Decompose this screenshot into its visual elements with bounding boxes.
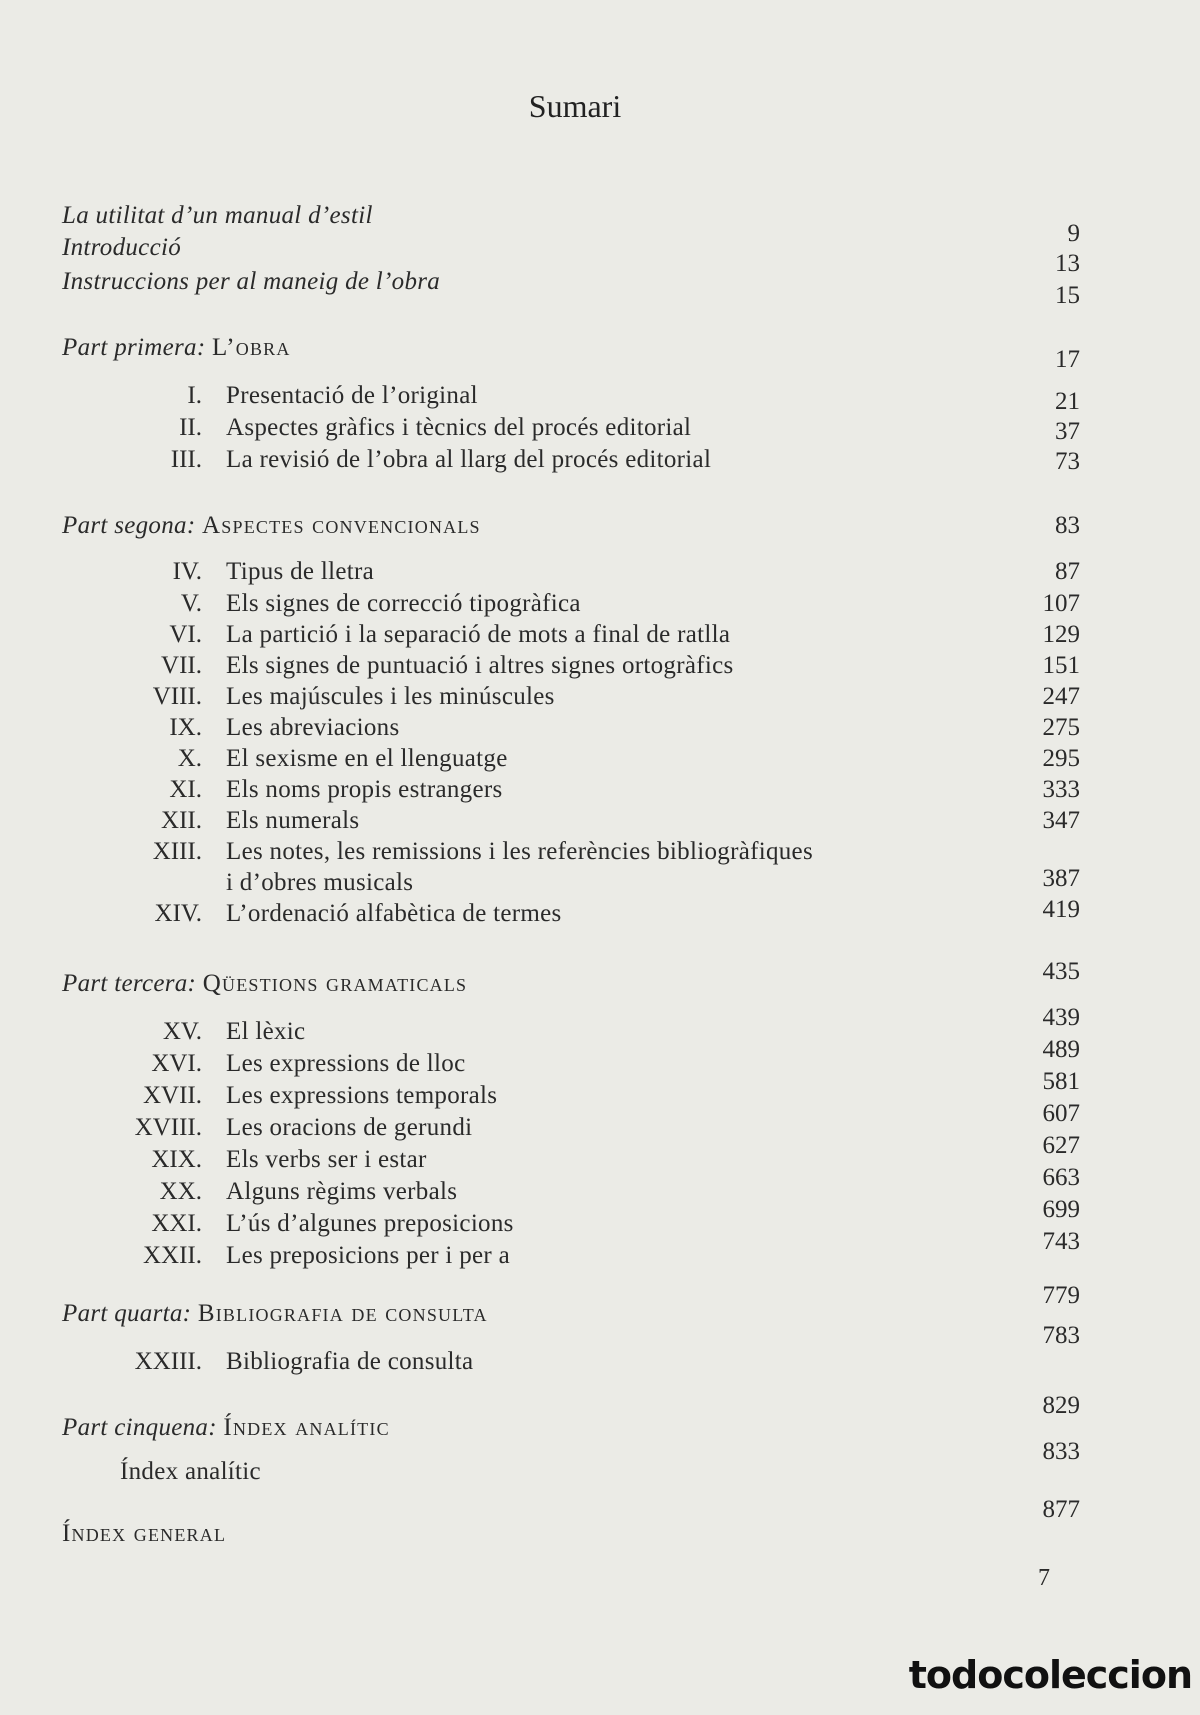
chapter-number: XX. (159, 1178, 202, 1205)
chapter-title: Els noms propis estrangers (226, 776, 503, 803)
chapter-title: Les notes, les remissions i les referències bibliogràfiques (226, 838, 813, 865)
chapter-page: 151 (1042, 652, 1080, 679)
chapter-number: VII. (161, 652, 202, 679)
chapter-page: 275 (1042, 714, 1080, 741)
part-prefix: Part quarta: (62, 1300, 192, 1327)
part-heading (0, 334, 1200, 373)
chapter-number: VIII. (152, 683, 202, 710)
chapter-title: Alguns règims verbals (226, 1178, 458, 1205)
chapter-page: 73 (1055, 448, 1080, 475)
chapter-title: Tipus de lletra (226, 558, 375, 585)
chapter-title: Les expressions temporals (226, 1082, 498, 1109)
chapter-number: XVI. (151, 1050, 202, 1077)
toc-entry (0, 1164, 1200, 1208)
chapter-number: X. (177, 745, 202, 772)
toc-entry (0, 1196, 1200, 1240)
toc-entry (0, 838, 1200, 868)
toc-entry (0, 234, 1200, 277)
chapter-title: L’ordenació alfabètica de termes (226, 900, 562, 927)
chapter-page: 419 (1042, 896, 1080, 923)
chapter-page: 489 (1042, 1036, 1080, 1063)
toc-entry (0, 1100, 1200, 1144)
chapter-title: Els verbs ser i estar (226, 1146, 427, 1173)
chapter-page: 387 (1042, 865, 1080, 892)
toc-entry (0, 1036, 1200, 1080)
toc-entry (0, 1322, 1200, 1378)
chapter-number: XVIII. (134, 1114, 202, 1141)
chapter-title: Bibliografia de consulta (226, 1348, 474, 1375)
chapter-number: XI. (169, 776, 202, 803)
entry-label: Introducció (62, 234, 182, 261)
part-heading (0, 1282, 1200, 1330)
entry-label: Instruccions per al maneig de l’obra (62, 268, 441, 295)
toc-entry (0, 621, 1200, 651)
chapter-title: Presentació de l’original (226, 382, 478, 409)
chapter-title: Les preposicions per i per a (226, 1242, 510, 1269)
part-name: Qüestions gramaticals (202, 970, 468, 997)
page-title: Sumari (528, 88, 622, 124)
toc-entry (0, 683, 1200, 713)
chapter-number: IV. (172, 558, 202, 585)
chapter-page: 333 (1042, 776, 1080, 803)
part-page: 435 (1042, 958, 1080, 985)
general-index-page: 877 (1042, 1496, 1080, 1523)
toc-entry (0, 1004, 1200, 1048)
chapter-page: 581 (1042, 1068, 1080, 1095)
part-prefix: Part segona: (62, 512, 196, 539)
toc-entry (0, 414, 1200, 444)
chapter-title: La partició i la separació de mots a final de ratlla (226, 621, 731, 648)
part-heading (0, 512, 1200, 542)
page-number: 7 (1038, 1565, 1050, 1591)
part-name: Aspectes convencionals (202, 512, 481, 539)
chapter-page: 129 (1042, 621, 1080, 648)
chapter-title: Els signes de correcció tipogràfica (226, 590, 581, 617)
entry-page: 15 (1055, 282, 1080, 309)
toc-entry (0, 446, 1200, 476)
chapter-page: 87 (1055, 558, 1080, 585)
chapter-page: 833 (1042, 1438, 1080, 1465)
chapter-number: XII. (161, 807, 202, 834)
toc-entry (0, 1228, 1200, 1272)
chapter-number: VI. (169, 621, 202, 648)
toc-entry (0, 202, 1200, 247)
toc-entry (0, 896, 1200, 930)
entry-label: La utilitat d’un manual d’estil (62, 202, 373, 229)
chapter-title: L’ús d’algunes preposicions (226, 1210, 514, 1237)
entry-page: 13 (1055, 250, 1080, 277)
general-index-entry (0, 1496, 1200, 1550)
toc-entry (0, 776, 1200, 806)
chapter-page: 347 (1042, 807, 1080, 834)
part-heading (0, 1392, 1200, 1444)
part-prefix: Part cinquena: (62, 1414, 217, 1441)
chapter-page: 295 (1042, 745, 1080, 772)
chapter-title: Els signes de puntuació i altres signes ortogràfics (226, 652, 734, 679)
chapter-title: Aspectes gràfics i tècnics del procés editorial (226, 414, 692, 441)
chapter-page: 627 (1042, 1132, 1080, 1159)
part-page: 83 (1055, 512, 1080, 539)
toc-entry (0, 714, 1200, 744)
chapter-page: 663 (1042, 1164, 1080, 1191)
chapter-title: El sexisme en el llenguatge (226, 745, 508, 772)
part-name: Índex analític (223, 1414, 390, 1441)
chapter-title: Les expressions de lloc (226, 1050, 466, 1077)
chapter-number: IX. (169, 714, 202, 741)
chapter-title: Les majúscules i les minúscules (226, 683, 555, 710)
chapter-page: 743 (1042, 1228, 1080, 1255)
chapter-number: II. (179, 414, 202, 441)
chapter-number: XXI. (151, 1210, 202, 1237)
chapter-number: XV. (162, 1018, 202, 1045)
chapter-title: La revisió de l’obra al llarg del procés editorial (226, 446, 712, 473)
chapter-number: XXII. (142, 1242, 202, 1269)
entry-page: 9 (1067, 220, 1080, 247)
part-prefix: Part primera: (62, 334, 206, 361)
part-page: 17 (1055, 346, 1080, 373)
toc-entry (0, 807, 1200, 837)
chapter-page: 607 (1042, 1100, 1080, 1127)
chapter-page: 21 (1055, 388, 1080, 415)
part-heading (0, 958, 1200, 1000)
chapter-number: XIX. (151, 1146, 202, 1173)
chapter-title: Les abreviacions (226, 714, 400, 741)
toc-entry (0, 1438, 1200, 1488)
toc-entry (0, 652, 1200, 682)
chapter-title: El lèxic (226, 1018, 306, 1045)
chapter-number: V. (180, 590, 202, 617)
toc-entry (0, 1068, 1200, 1112)
toc-entry (0, 590, 1200, 620)
part-prefix: Part tercera: (62, 970, 197, 997)
chapter-title-continued: i d’obres musicals (226, 869, 414, 896)
chapter-number: XXIII. (134, 1348, 202, 1375)
toc-entry (0, 745, 1200, 775)
part-page: 779 (1042, 1282, 1080, 1309)
chapter-number: XIII. (152, 838, 202, 865)
chapter-title: Els numerals (226, 807, 360, 834)
toc-entry (0, 1132, 1200, 1176)
chapter-number: III. (170, 446, 202, 473)
toc-entry (0, 558, 1200, 588)
chapter-page: 247 (1042, 683, 1080, 710)
chapter-page: 699 (1042, 1196, 1080, 1223)
general-index-label: Índex general (62, 1520, 227, 1547)
toc-entry-continued (0, 865, 1200, 899)
chapter-page: 37 (1055, 418, 1080, 445)
chapter-page: 439 (1042, 1004, 1080, 1031)
chapter-number: I. (187, 382, 202, 409)
part-page: 829 (1042, 1392, 1080, 1419)
chapter-number: XIV. (154, 900, 202, 927)
chapter-title: Les oracions de gerundi (226, 1114, 473, 1141)
watermark: todocoleccion (908, 1653, 1192, 1697)
toc-entry (0, 268, 1200, 309)
chapter-page: 107 (1042, 590, 1080, 617)
chapter-title: Índex analític (120, 1458, 261, 1485)
part-name: L’obra (212, 334, 291, 361)
part-name: Bibliografia de consulta (197, 1300, 488, 1327)
toc-entry (0, 382, 1200, 415)
chapter-number: XVII. (142, 1082, 202, 1109)
chapter-page: 783 (1042, 1322, 1080, 1349)
